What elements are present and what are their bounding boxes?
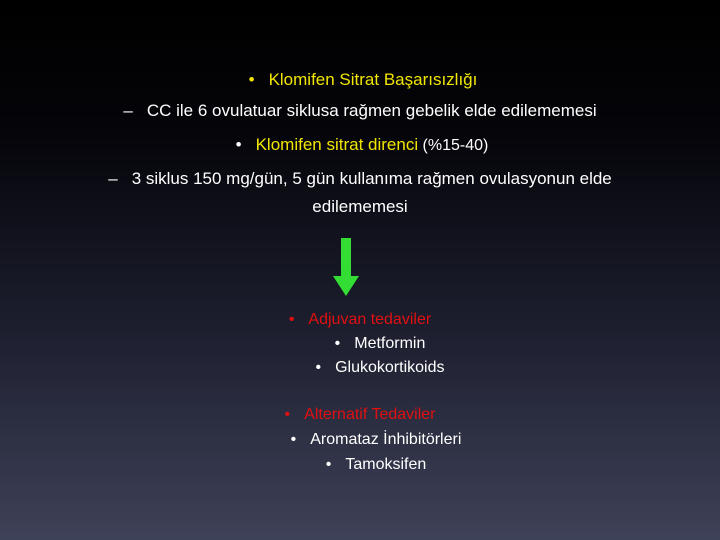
list-item-aromatase [0, 431, 720, 449]
list-item-text: Glukokortikoids [335, 359, 445, 376]
bullet: • [325, 456, 332, 473]
definition-text: CC ile 6 ovulatuar siklusa rağmen gebelik elde edilememesi [146, 101, 597, 120]
definition-line-resistance [0, 169, 720, 189]
bullet: • [235, 135, 242, 154]
heading-text: Klomifen Sitrat Başarısızlığı [268, 70, 478, 89]
heading-suffix: (%15-40) [418, 137, 489, 154]
bullet: • [290, 431, 297, 448]
list-item-text: Aromataz İnhibitörleri [310, 431, 462, 448]
bullet: • [284, 406, 291, 423]
bullet: • [315, 359, 322, 376]
definition-text: 3 siklus 150 mg/gün, 5 gün kullanıma rağmen ovulasyonun elde [131, 169, 612, 188]
bullet: • [248, 70, 255, 89]
down-arrow-icon [333, 238, 359, 296]
heading-adjuvant [0, 311, 720, 329]
list-item-metformin [0, 335, 720, 353]
heading-clomiphene-resistance [0, 135, 720, 155]
heading-text: Alternatif Tedaviler [304, 406, 436, 423]
definition-text: edilememesi [312, 197, 408, 216]
definition-line-cc [0, 101, 720, 121]
heading-text: Adjuvan tedaviler [308, 311, 432, 328]
dash: – [108, 169, 118, 188]
bullet: • [288, 311, 295, 328]
list-item-glucocorticoids [0, 359, 720, 377]
list-item-text: Tamoksifen [345, 456, 427, 473]
list-item-text: Metformin [354, 335, 426, 352]
heading-clomiphene-failure [0, 70, 720, 90]
bullet: • [334, 335, 341, 352]
heading-alternative [0, 406, 720, 424]
dash: – [123, 101, 133, 120]
heading-text: Klomifen sitrat direnci [255, 135, 419, 154]
definition-line-continuation [0, 197, 720, 217]
list-item-tamoxifen [0, 456, 720, 474]
